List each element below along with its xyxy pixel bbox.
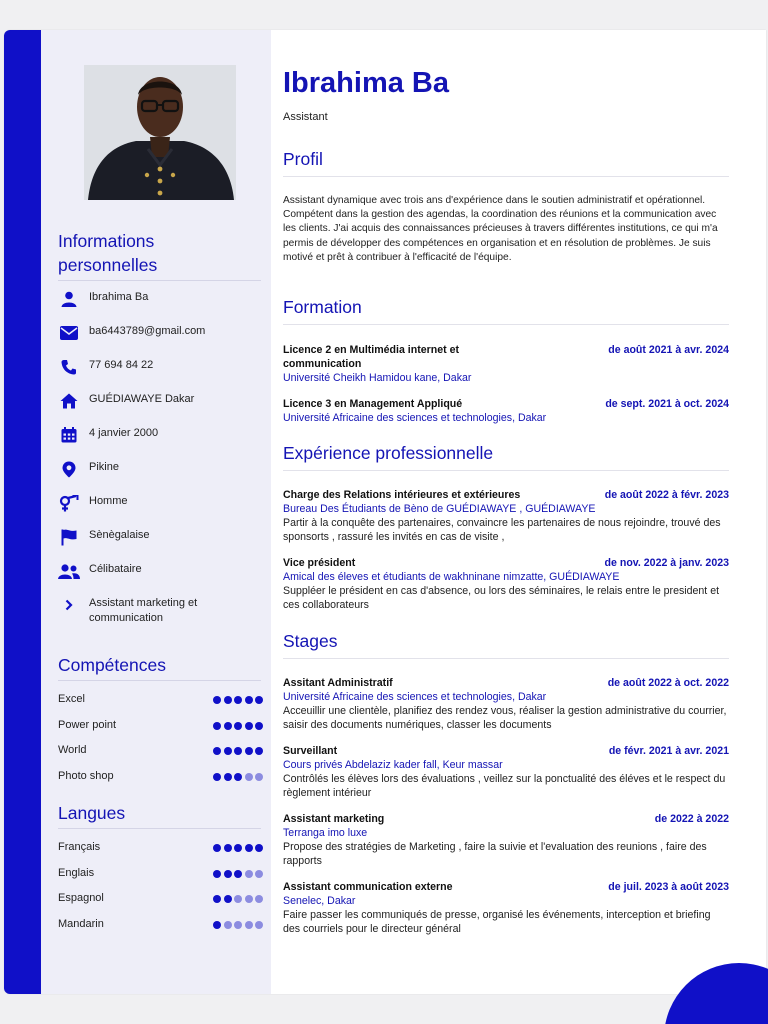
entry-description: Acceuillir une clientèle, planifiez des rendez vous, réaliser la gestion administrative du courrier, saisir des documents numériques, classer les documents bbox=[283, 705, 727, 731]
divider bbox=[283, 470, 729, 471]
rating-dot-filled bbox=[245, 747, 253, 755]
rating-dots bbox=[213, 870, 263, 878]
rating-dot-filled bbox=[224, 696, 232, 704]
entry-date: de août 2022 à févr. 2023 bbox=[604, 489, 729, 501]
entry-title: Charge des Relations intérieures et extérieures bbox=[283, 489, 521, 501]
internship-entry bbox=[283, 812, 729, 868]
entry-title: Licence 2 en Multimédia internet et communication bbox=[283, 344, 460, 370]
skill-row bbox=[58, 693, 263, 707]
info-text: Assistant marketing et communication bbox=[89, 597, 198, 624]
users-icon bbox=[58, 562, 80, 580]
entry-org: Senelec, Dakar bbox=[283, 895, 356, 907]
phone-icon bbox=[58, 358, 80, 376]
rating-dot-empty bbox=[245, 773, 253, 781]
info-item-name bbox=[58, 290, 259, 308]
info-text: ba6443789@gmail.com bbox=[89, 325, 206, 337]
entry-date: de 2022 à 2022 bbox=[654, 813, 729, 825]
divider bbox=[58, 828, 261, 829]
user-icon bbox=[58, 290, 80, 308]
sidebar bbox=[41, 30, 271, 994]
info-text: GUÉDIAWAYE Dakar bbox=[89, 393, 195, 405]
experience-heading: Expérience professionnelle bbox=[283, 443, 494, 463]
info-text: Sènègalaise bbox=[89, 529, 150, 541]
profile-text: Assistant dynamique avec trois ans d'expérience dans le soutien administratif et opérationnel. Compétent dans la gestion des agendas, la coordination des réunions et la communication avec les clients. J'ai acquis des connaissances précieuses à travers différentes institutions, ce qui m'a permis de développer des compétences en organisation et en résolution de problèmes. Je suis motivé et prêt à contribuer à l'efficacité de l'équipe. bbox=[283, 195, 718, 263]
chevron-right-icon bbox=[58, 596, 80, 614]
candidate-role: Assistant bbox=[283, 111, 328, 123]
info-item-address bbox=[58, 392, 259, 410]
education-entry bbox=[283, 343, 729, 385]
divider bbox=[283, 176, 729, 177]
entry-org: Université Africaine des sciences et technologies, Dakar bbox=[283, 691, 547, 703]
rating-dot-filled bbox=[255, 722, 263, 730]
profile-heading: Profil bbox=[283, 149, 323, 169]
skill-label: Excel bbox=[58, 693, 85, 705]
entry-title: Surveillant bbox=[283, 745, 338, 757]
languages-heading: Langues bbox=[58, 803, 126, 823]
rating-dots bbox=[213, 844, 263, 852]
entry-org: Bureau Des Étudiants de Bèno de GUÉDIAWAYE , GUÉDIAWAYE bbox=[283, 503, 596, 515]
info-item-occupation bbox=[58, 596, 259, 625]
rating-dot-filled bbox=[255, 747, 263, 755]
entry-description: Partir à la conquête des partenaires, convaincre les partenaires de nous rejoindre, trouvé des sponsorts , rassuré les invités en cas de visite , bbox=[283, 517, 721, 543]
rating-dot-filled bbox=[245, 696, 253, 704]
rating-dot-filled bbox=[213, 844, 221, 852]
entry-description: Propose des stratégies de Marketing , faire la suivie et l'evaluation des reunions , faire des rapports bbox=[283, 841, 707, 867]
profile-photo bbox=[84, 65, 236, 200]
rating-dot-filled bbox=[213, 895, 221, 903]
rating-dot-filled bbox=[245, 844, 253, 852]
info-heading-line-1: Informations bbox=[58, 231, 155, 251]
entry-date: de août 2022 à oct. 2022 bbox=[607, 677, 729, 689]
home-icon bbox=[58, 392, 80, 410]
info-text: Pikine bbox=[89, 461, 119, 473]
calendar-icon bbox=[58, 426, 80, 444]
internship-entry bbox=[283, 880, 729, 936]
skill-row bbox=[58, 770, 263, 784]
language-label: Français bbox=[58, 841, 101, 853]
entry-org: Université Cheikh Hamidou kane, Dakar bbox=[283, 372, 472, 384]
entry-title: Licence 3 en Management Appliqué bbox=[283, 398, 463, 410]
rating-dot-filled bbox=[213, 773, 221, 781]
divider bbox=[58, 680, 261, 681]
skill-label: World bbox=[58, 744, 87, 756]
info-text: Célibataire bbox=[89, 563, 142, 575]
rating-dot-filled bbox=[255, 844, 263, 852]
entry-description: Faire passer les communiqués de presse, organisé les événements, interception et briefing des courriels pour le directeur général bbox=[283, 909, 711, 935]
language-row bbox=[58, 841, 263, 855]
language-label: Mandarin bbox=[58, 917, 104, 930]
entry-date: de juil. 2023 à août 2023 bbox=[608, 881, 729, 893]
skill-row bbox=[58, 719, 263, 733]
info-item-birthplace bbox=[58, 460, 259, 478]
info-heading-line-2: personnelles bbox=[58, 255, 158, 275]
rating-dot-empty bbox=[255, 895, 263, 903]
rating-dots bbox=[213, 921, 263, 929]
internship-entry bbox=[283, 744, 729, 800]
rating-dot-empty bbox=[245, 921, 253, 929]
language-row bbox=[58, 892, 263, 906]
entry-title: Assitant Administratif bbox=[283, 677, 393, 689]
rating-dot-filled bbox=[224, 747, 232, 755]
info-text: Homme bbox=[89, 495, 128, 507]
entry-org: Amical des éleves et étudiants de wakhninane nimzatte, GUÉDIAWAYE bbox=[283, 571, 620, 583]
rating-dot-filled bbox=[255, 696, 263, 704]
rating-dot-filled bbox=[234, 773, 242, 781]
rating-dot-filled bbox=[234, 870, 242, 878]
entry-title: Vice président bbox=[283, 557, 356, 569]
language-label: Espagnol bbox=[58, 892, 104, 904]
education-heading: Formation bbox=[283, 297, 362, 317]
rating-dots bbox=[213, 696, 263, 704]
rating-dot-filled bbox=[245, 722, 253, 730]
rating-dot-filled bbox=[224, 895, 232, 903]
rating-dot-filled bbox=[224, 870, 232, 878]
entry-org: Université Africaine des sciences et technologies, Dakar bbox=[283, 412, 547, 424]
rating-dot-filled bbox=[213, 722, 221, 730]
rating-dot-empty bbox=[255, 921, 263, 929]
language-row bbox=[58, 867, 263, 881]
rating-dot-empty bbox=[255, 773, 263, 781]
experience-entry bbox=[283, 488, 729, 544]
rating-dots bbox=[213, 773, 263, 781]
skill-label: Photo shop bbox=[58, 769, 114, 782]
info-text: 4 janvier 2000 bbox=[89, 427, 159, 439]
language-label: Englais bbox=[58, 866, 95, 879]
rating-dot-filled bbox=[213, 870, 221, 878]
rating-dot-empty bbox=[234, 921, 242, 929]
info-item-birthdate bbox=[58, 426, 259, 444]
rating-dot-filled bbox=[234, 696, 242, 704]
info-item-marital-status bbox=[58, 562, 259, 580]
entry-org: Terranga imo luxe bbox=[283, 827, 368, 839]
candidate-name: Ibrahima Ba bbox=[283, 67, 449, 99]
rating-dot-filled bbox=[224, 773, 232, 781]
rating-dot-filled bbox=[213, 747, 221, 755]
rating-dot-filled bbox=[224, 844, 232, 852]
entry-description: Suppléer le président en cas d'absence, ou lors des séminaires, le relais entre le president et ces collaborateurs bbox=[283, 585, 720, 611]
entry-date: de sept. 2021 à oct. 2024 bbox=[605, 398, 729, 410]
info-item-phone bbox=[58, 358, 259, 376]
info-item-gender bbox=[58, 494, 259, 512]
map-pin-icon bbox=[58, 460, 80, 478]
rating-dot-empty bbox=[245, 870, 253, 878]
info-text: Ibrahima Ba bbox=[89, 291, 149, 303]
entry-org: Cours privés Abdelaziz kader fall, Keur massar bbox=[283, 759, 503, 771]
rating-dots bbox=[213, 747, 263, 755]
info-text: 77 694 84 22 bbox=[89, 359, 154, 371]
rating-dot-empty bbox=[255, 870, 263, 878]
info-item-nationality bbox=[58, 528, 259, 546]
entry-date: de févr. 2021 à avr. 2021 bbox=[608, 745, 729, 757]
flag-icon bbox=[58, 528, 80, 546]
skills-heading: Compétences bbox=[58, 655, 166, 675]
rating-dot-filled bbox=[234, 722, 242, 730]
entry-title: Assistant marketing bbox=[283, 813, 385, 825]
internships-heading: Stages bbox=[283, 631, 338, 651]
language-row bbox=[58, 918, 263, 932]
rating-dots bbox=[213, 895, 263, 903]
envelope-icon bbox=[58, 324, 80, 342]
rating-dot-empty bbox=[245, 895, 253, 903]
entry-description: Contrôlés les élèves lors des évaluations , veillez sur la ponctualité des éléves et le respect du règlement intérieur bbox=[283, 773, 726, 799]
experience-entry bbox=[283, 556, 729, 612]
rating-dot-empty bbox=[234, 895, 242, 903]
entry-date: de août 2021 à avr. 2024 bbox=[608, 344, 729, 356]
divider bbox=[283, 658, 729, 659]
internship-entry bbox=[283, 676, 729, 732]
rating-dot-filled bbox=[213, 696, 221, 704]
skill-row bbox=[58, 744, 263, 758]
rating-dot-empty bbox=[224, 921, 232, 929]
skill-label: Power point bbox=[58, 718, 117, 731]
rating-dot-filled bbox=[213, 921, 221, 929]
entry-date: de nov. 2022 à janv. 2023 bbox=[604, 557, 729, 569]
rating-dot-filled bbox=[234, 844, 242, 852]
rating-dot-filled bbox=[224, 722, 232, 730]
accent-strip bbox=[4, 30, 41, 994]
divider bbox=[58, 280, 261, 281]
rating-dots bbox=[213, 722, 263, 730]
rating-dot-filled bbox=[234, 747, 242, 755]
info-item-email bbox=[58, 324, 259, 342]
resume-sheet bbox=[4, 30, 766, 994]
entry-title: Assistant communication externe bbox=[283, 881, 453, 893]
education-entry bbox=[283, 397, 729, 425]
gender-icon bbox=[58, 494, 80, 512]
divider bbox=[283, 324, 729, 325]
